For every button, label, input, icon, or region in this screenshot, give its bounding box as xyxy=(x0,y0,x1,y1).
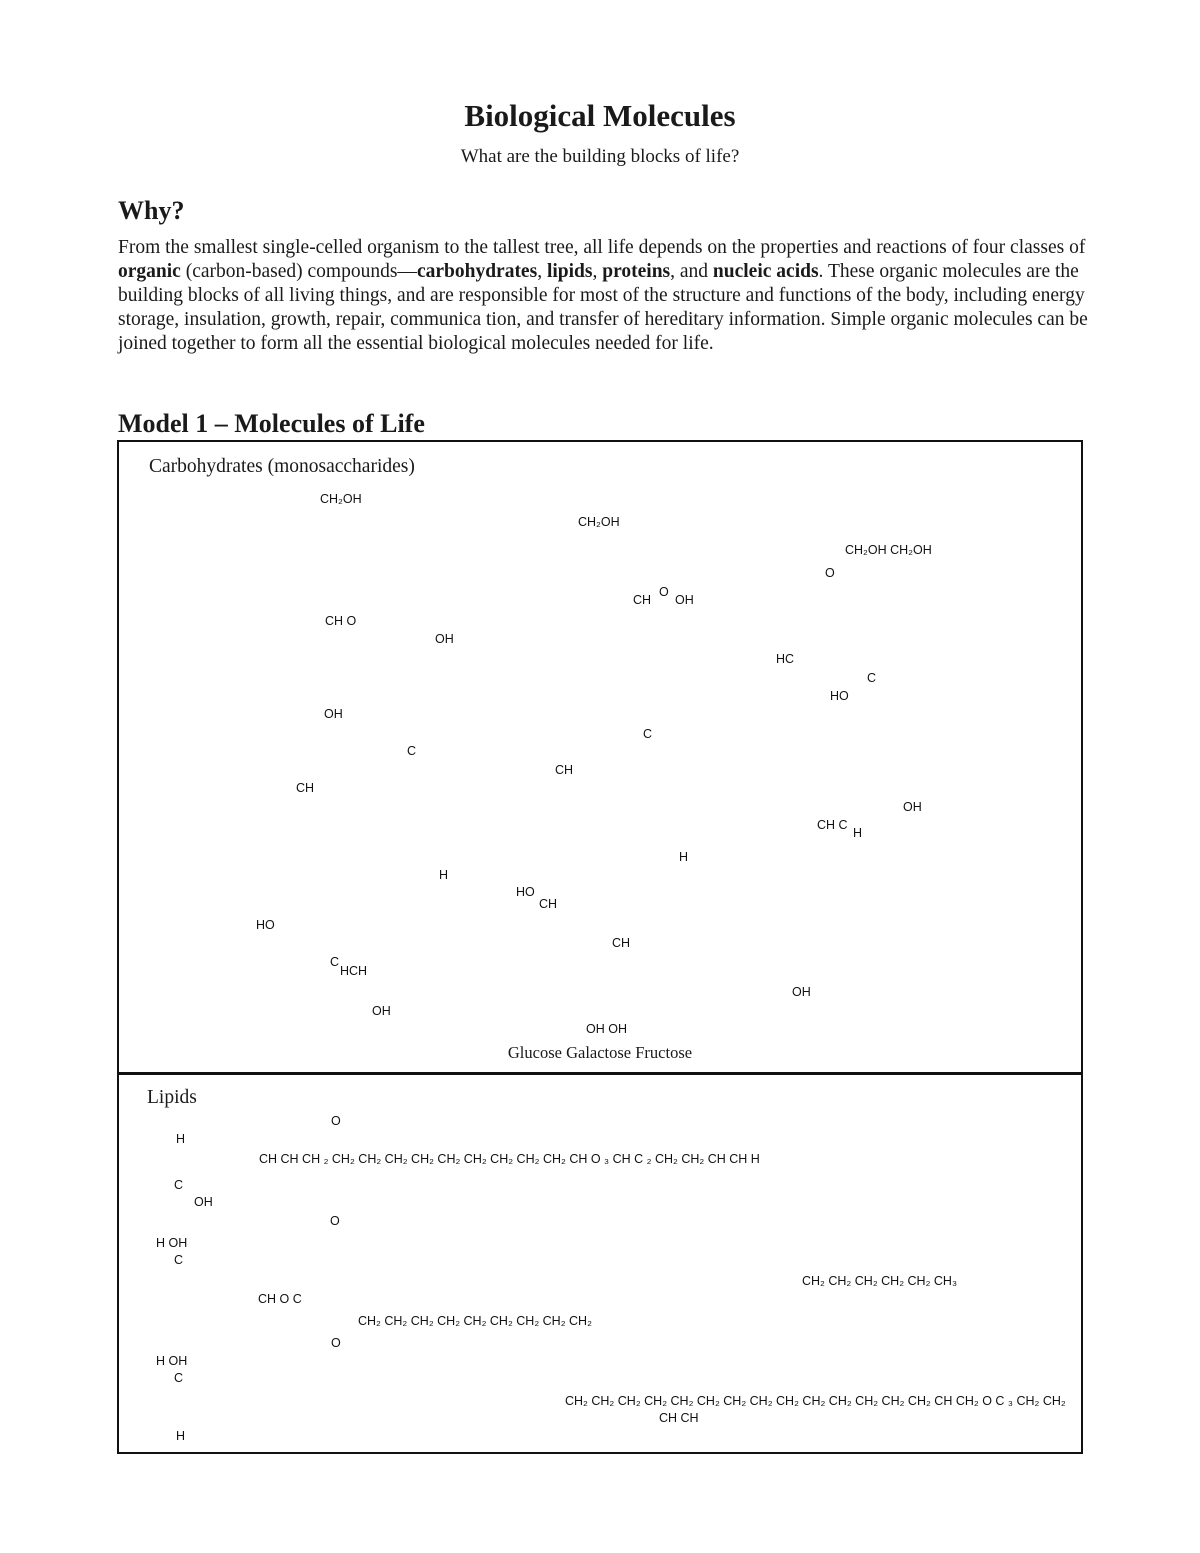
lipid-structure-fragment: C xyxy=(174,1371,184,1385)
carbohydrate-structure-fragment: CH xyxy=(633,593,652,607)
carbohydrate-structure-fragment: OH xyxy=(372,1004,391,1018)
lipid-structure-fragment: CH O C xyxy=(258,1292,302,1306)
carbohydrate-structure-fragment: CH xyxy=(539,897,558,911)
lipid-structure-fragment: CH CH xyxy=(659,1411,699,1425)
term-organic: organic xyxy=(118,261,181,282)
carbohydrate-structure-fragment: CH xyxy=(296,781,315,795)
carbohydrate-structure-fragment: O xyxy=(825,566,835,580)
model1-heading: Model 1 – Molecules of Life xyxy=(118,409,425,438)
why-text-2: (carbon-based) compounds— xyxy=(180,261,417,282)
lipid-structure-fragment: O xyxy=(330,1214,340,1228)
lipid-structure-fragment: CH₂ CH₂ CH₂ CH₂ CH₂ CH₂ CH₂ CH₂ CH₂ CH₂ CH₂ CH₂ CH₂ CH₂ CH CH₂ O C ₃ CH₂ CH₂ xyxy=(565,1394,1066,1408)
page-subtitle: What are the building blocks of life? xyxy=(460,146,740,167)
term-carbohydrates: carbohydrates xyxy=(416,261,538,282)
lipid-structure-fragment: O xyxy=(331,1114,341,1128)
carbohydrate-structure-fragment: C xyxy=(407,744,417,758)
lipid-structure-fragment: C xyxy=(174,1178,184,1192)
carbohydrates-panel xyxy=(117,440,1083,1075)
carbohydrate-structure-fragment: CH₂OH xyxy=(578,515,620,529)
lipid-structure-fragment: H OH xyxy=(156,1354,188,1368)
lipid-structure-fragment: O xyxy=(331,1336,341,1350)
lipid-structure-fragment: H xyxy=(176,1132,186,1146)
carbohydrate-structure-fragment: HCH xyxy=(340,964,368,978)
carbohydrate-structure-fragment: OH xyxy=(792,985,811,999)
carbohydrate-structure-fragment: CH C xyxy=(817,818,848,832)
lipids-panel xyxy=(117,1072,1083,1454)
lipid-structure-fragment: C xyxy=(174,1253,184,1267)
why-sep-3: , and xyxy=(670,261,713,282)
lipid-structure-fragment: CH₂ CH₂ CH₂ CH₂ CH₂ CH₃ xyxy=(802,1274,958,1288)
why-heading: Why? xyxy=(118,196,185,225)
carbohydrate-structure-fragment: CH₂OH CH₂OH xyxy=(845,543,932,557)
term-proteins: proteins xyxy=(602,261,671,282)
why-sep-2: , xyxy=(592,261,603,282)
lipid-structure-fragment: CH₂ CH₂ CH₂ CH₂ CH₂ CH₂ CH₂ CH₂ CH₂ xyxy=(358,1314,592,1328)
carbohydrate-structure-fragment: HO xyxy=(256,918,275,932)
carbohydrate-structure-fragment: CH xyxy=(555,763,574,777)
carbohydrate-structure-fragment: OH OH xyxy=(586,1022,627,1036)
carbohydrate-structure-fragment: HC xyxy=(776,652,795,666)
carbohydrate-structure-fragment: OH xyxy=(435,632,454,646)
carbohydrate-structure-fragment: CH₂OH xyxy=(320,492,362,506)
why-text-1: From the smallest single-celled organism to the tallest tree, all life depends on the properties and reactions of four classes of xyxy=(118,237,1086,258)
carbohydrate-structure-fragment: H xyxy=(853,826,863,840)
lipid-structure-fragment: CH CH CH ₂ CH₂ CH₂ CH₂ CH₂ CH₂ CH₂ CH₂ CH₂ CH₂ CH O ₃ CH C ₂ CH₂ CH₂ CH CH H xyxy=(259,1152,760,1166)
carbohydrate-structure-fragment: HO xyxy=(830,689,849,703)
lipid-structure-fragment: H xyxy=(176,1429,186,1443)
carbohydrate-structure-fragment: H xyxy=(679,850,689,864)
why-sep-1: , xyxy=(537,261,547,282)
carbohydrate-structure-fragment: HO xyxy=(516,885,535,899)
lipid-structure-fragment: H OH xyxy=(156,1236,188,1250)
carbohydrate-structure-fragment: OH xyxy=(324,707,343,721)
lipids-label: Lipids xyxy=(147,1087,197,1108)
carbohydrate-structure-fragment: OH xyxy=(675,593,694,607)
term-nucleic-acids: nucleic acids xyxy=(712,261,819,282)
carbohydrate-structure-fragment: C xyxy=(643,727,653,741)
page-title: Biological Molecules xyxy=(464,98,736,133)
lipid-structure-fragment: OH xyxy=(194,1195,213,1209)
carbohydrates-caption: Glucose Galactose Fructose xyxy=(507,1043,693,1062)
carbohydrate-structure-fragment: OH xyxy=(903,800,922,814)
carbohydrate-structure-fragment: CH xyxy=(612,936,631,950)
carbohydrates-label: Carbohydrates (monosaccharides) xyxy=(149,456,415,477)
carbohydrate-structure-fragment: C xyxy=(330,955,340,969)
why-paragraph xyxy=(118,236,1088,356)
why-text-3: . These organic molecules are the building blocks of all living things, and are responsible for most of the structure and functions of the body, including energy storage, insulation, growth, repair, communica tion, and transfer of hereditary information. Simple organic molecules can be joined together to form all the essential biological molecules needed for life. xyxy=(118,261,1088,354)
carbohydrate-structure-fragment: H xyxy=(439,868,449,882)
carbohydrate-structure-fragment: CH O xyxy=(325,614,357,628)
term-lipids: lipids xyxy=(546,261,593,282)
carbohydrate-structure-fragment: C xyxy=(867,671,877,685)
carbohydrate-structure-fragment: O xyxy=(659,585,669,599)
